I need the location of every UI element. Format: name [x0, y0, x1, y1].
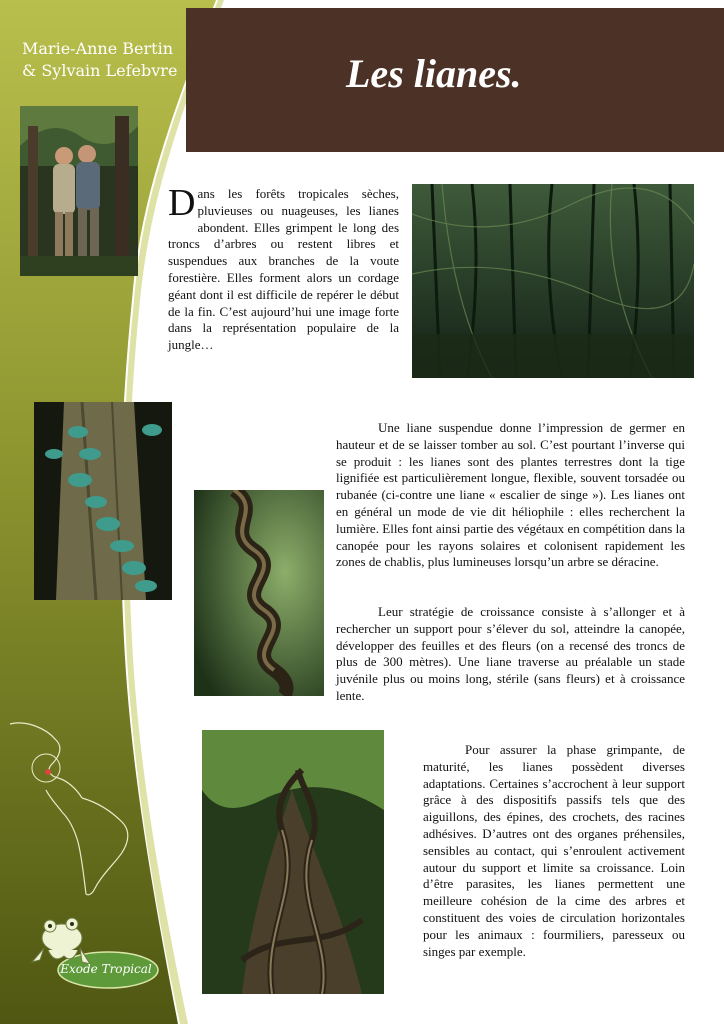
americas-map-outline [6, 718, 146, 898]
intro-text: ans les forêts tropicales sèches, pluvieuses ou nuageuses, les lianes abondent. Elles grimpent le long des troncs d’arbres ou restent libres et suspendues aux branches de la voute forestière. Elles forment alors un cordage géant dont il est difficile de repérer le début de la fin. C’est aujourd’hui une image forte dans la représentation populaire de la jungle… [168, 186, 399, 353]
paragraph-1 [336, 420, 685, 571]
author-line-1: Marie-Anne Bertin [22, 39, 174, 58]
drop-cap: D [168, 182, 196, 224]
paragraph-1-text: Une liane suspendue donne l’impression de germer en hauteur et de se laisser tomber au sol. C’est pourtant l’inverse qui se produit : les lianes sont des plantes terrestres dont la tige lignifiée est particulièrement longue, flexible, souvent torsadée ou rubanée (ci-contre une liane « escalier de singe »). Les lianes ont en général un mode de vie dit héliophile : elles recherchent la lumière. Elles font ainsi partie des végétaux en compétition dans la canopée pour les rayons solaires et colonisent rapidement les zones de chablis, plus lumineuses lorsqu’un arbre se déracine. [336, 420, 685, 570]
paragraph-3 [423, 742, 685, 960]
logo-text: Exode Tropical [60, 962, 152, 976]
authors-photo [20, 106, 138, 276]
authors [22, 38, 222, 82]
author-line-2: & Sylvain Lefebvre [22, 61, 178, 80]
page-title: Les lianes. [346, 51, 522, 96]
liane-escalier-photo [194, 490, 324, 696]
jungle-photo [412, 184, 694, 378]
paragraph-2 [336, 604, 685, 705]
location-circle [32, 754, 60, 782]
paragraph-2-text: Leur stratégie de croissance consiste à s’allonger et à rechercher un support pour s’élever du sol, atteindre la canopée, développer des feuilles et des fleurs (on a recensé des troncs de plus de 300 mètres). Une liane traverse au préalable un stade juvénile plus ou moins long, stérile (sans fleurs) et à croissance lente. [336, 604, 685, 703]
paragraph-3-text: Pour assurer la phase grimpante, de maturité, les lianes possèdent diverses adaptations. Certaines s’accrochent à leur support grâce à des dispositifs passifs tels que des aiguillons, des épines, des crochets, des racines adhésives. D’autres ont des organes préhensiles, sensibles au contact, qui s’enroulent activement autour du support et limite sa croissance. Loin d’être parasites, les lianes permettent une meilleure cohésion de la cime des arbres et constituent des voies de circulation horizontales pour les animaux : fourmiliers, paresseux ou singes par exemple. [423, 742, 685, 959]
tree-lianas-photo [202, 730, 384, 994]
exode-tropical-logo [24, 908, 164, 1000]
trunk-vine-photo [34, 402, 172, 600]
intro-paragraph [168, 182, 399, 354]
